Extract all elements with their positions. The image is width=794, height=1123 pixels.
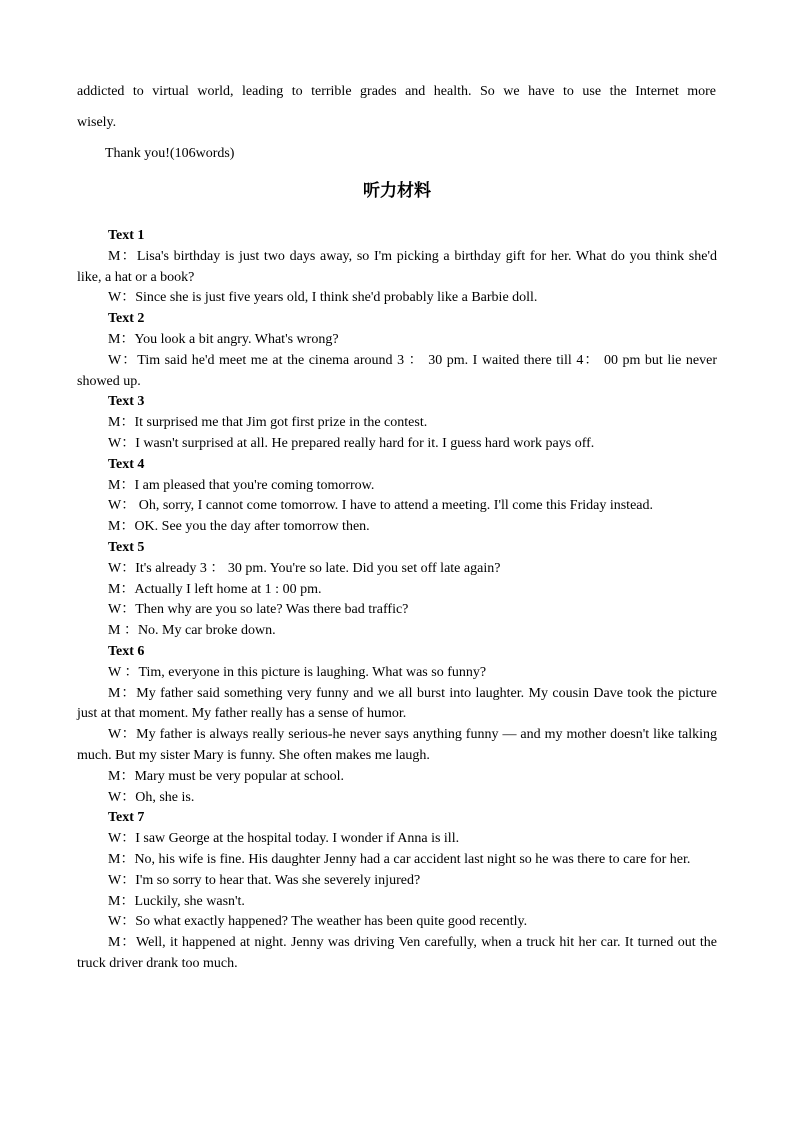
dialogue-line: M：Mary must be very popular at school. <box>108 768 345 784</box>
dialogue-line: M：You look a bit angry. What's wrong? <box>108 331 339 347</box>
intro-line-2: wisely. <box>77 115 117 130</box>
dialogue-line: W：Since she is just five years old, I think she'd probably like a Barbie doll. <box>108 290 538 306</box>
dialogue-line: M：Luckily, she wasn't. <box>108 893 245 909</box>
text-title: Text 3 <box>108 394 145 410</box>
text-block <box>77 455 717 538</box>
text-title: Text 2 <box>108 311 145 327</box>
dialogue-line: M：Well, it happened at night. Jenny was driving Ven carefully, when a truck hit her car. It turned out the truck driver drank too much. <box>77 935 717 971</box>
section-heading: 听力材料 <box>363 181 431 201</box>
text-title: Text 5 <box>108 539 145 555</box>
dialogue-line: W：I wasn't surprised at all. He prepared really hard for it. I guess hard work pays off. <box>108 435 595 451</box>
thanks-line: Thank you!(106words) <box>105 146 235 161</box>
text-block <box>77 392 717 454</box>
dialogue-line: M：OK. See you the day after tomorrow then. <box>108 519 370 535</box>
dialogue-line: M：I am pleased that you're coming tomorrow. <box>108 477 375 493</box>
dialogue-line: W ：Tim, everyone in this picture is laughing. What was so funny? <box>108 664 487 680</box>
dialogue-line: M：Lisa's birthday is just two days away, so I'm picking a birthday gift for her. What do you think she'd like, a hat or a book? <box>77 248 717 285</box>
text-title: Text 6 <box>108 643 145 659</box>
text-block <box>77 309 717 392</box>
listening-transcript <box>77 226 717 975</box>
text-block <box>77 538 717 642</box>
text-title: Text 4 <box>108 456 145 472</box>
dialogue-line: M：It surprised me that Jim got first prize in the contest. <box>108 415 428 431</box>
dialogue-line: W：My father is always really serious-he never says anything funny — and my mother doesn't like talking much. But my sister Mary is funny. She often makes me laugh. <box>77 727 717 763</box>
dialogue-line: W：I saw George at the hospital today. I wonder if Anna is ill. <box>108 831 460 847</box>
dialogue-line: W：Tim said he'd meet me at the cinema around 3 ： 30 pm. I waited there till 4： 00 pm but lie never showed up. <box>77 352 717 389</box>
text-title: Text 7 <box>108 810 145 826</box>
text-title: Text 1 <box>108 228 145 243</box>
dialogue-line: W：Oh, she is. <box>108 789 195 805</box>
text-block <box>77 226 717 309</box>
dialogue-line: W：I'm so sorry to hear that. Was she severely injured? <box>108 872 421 888</box>
dialogue-line: W：Then why are you so late? Was there bad traffic? <box>108 602 409 618</box>
dialogue-line: W： Oh, sorry, I cannot come tomorrow. I have to attend a meeting. I'll come this Friday instead. <box>108 498 654 514</box>
dialogue-line: M ：No. My car broke down. <box>108 623 276 639</box>
dialogue-line: W：So what exactly happened? The weather has been quite good recently. <box>108 914 528 930</box>
text-block <box>77 808 717 974</box>
dialogue-line: M：My father said something very funny and we all burst into laughter. My cousin Dave took the picture just at that moment. My father really has a sense of humor. <box>77 685 717 722</box>
dialogue-line: W：It's already 3 ： 30 pm. You're so late. Did you set off late again? <box>108 560 501 576</box>
intro-line-1: addicted to virtual world, leading to terrible grades and health. So we have to use the Internet more <box>77 84 716 99</box>
text-block <box>77 642 717 808</box>
dialogue-line: M：No, his wife is fine. His daughter Jenny had a car accident last night so he was there to care for her. <box>108 851 691 867</box>
dialogue-line: M：Actually I left home at 1 : 00 pm. <box>108 581 322 597</box>
